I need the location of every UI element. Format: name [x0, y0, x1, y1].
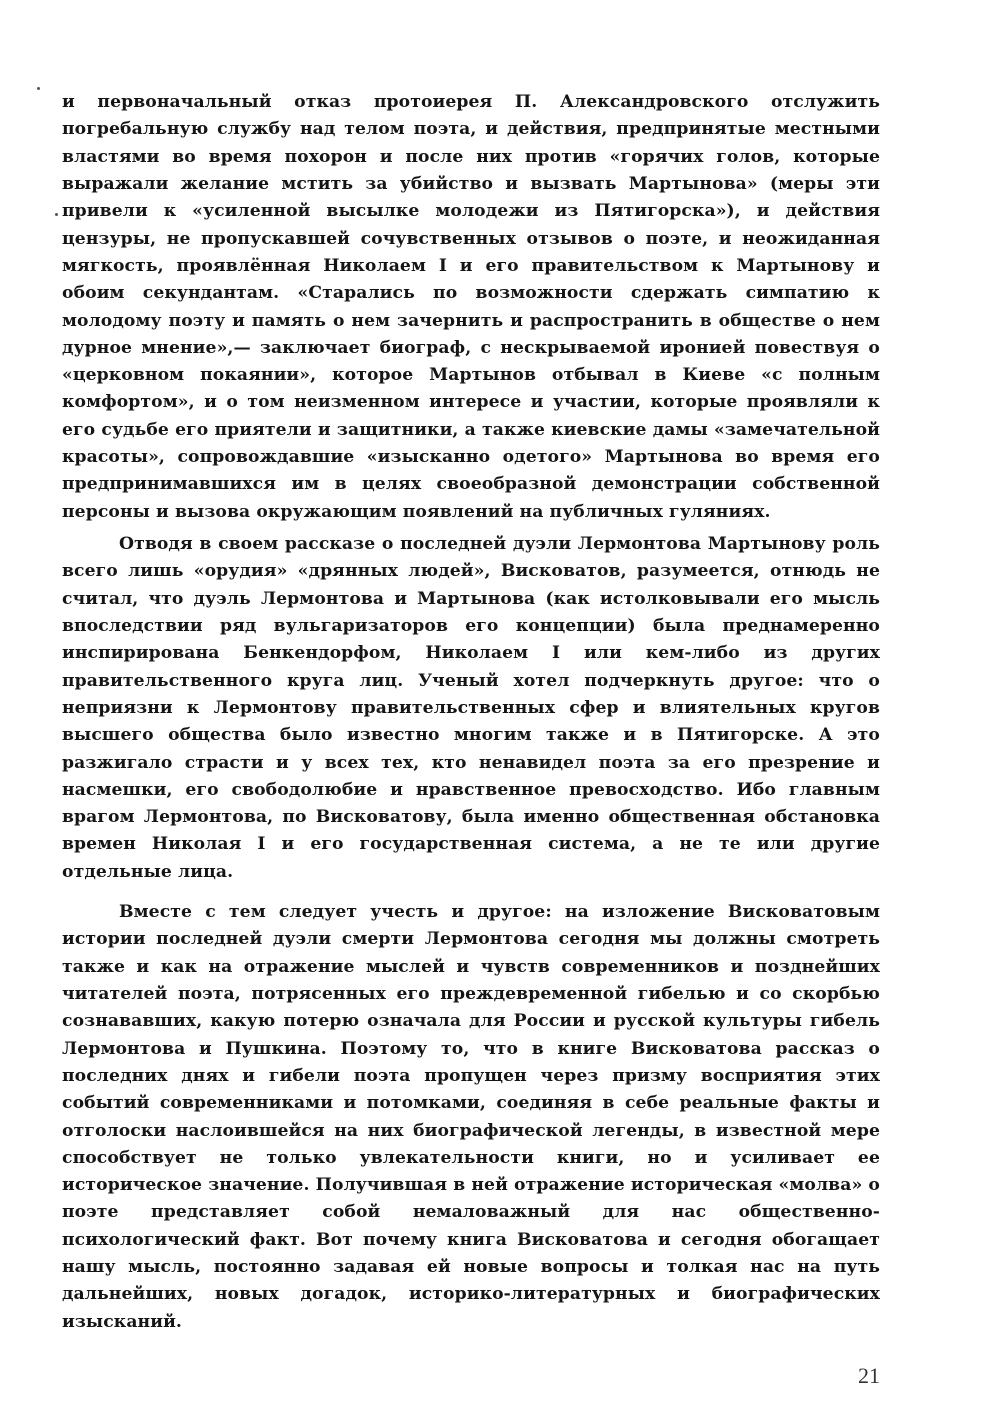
scan-speck	[37, 87, 40, 90]
page-number: 21	[858, 1363, 880, 1388]
paragraph-historical-legend: Вместе с тем следует учесть и другое: на изложение Висковатовым истории последней дуэли смерти Лермонтова сегодня мы должны смотреть также и как на отражение мыслей и чувств современников и позднейших читателей поэта, потрясенных его преждевременной гибелью и со скорбью сознававших, какую потерю означала для России и русской культуры гибель Лермонтова и Пушкина. Поэтому то, что в книге Висковатова рассказ о последних днях и гибели поэта пропущен через призму восприятия этих событий современниками и потомками, соединяя в себе реальные факты и отголоски наслоившейся на них биографической легенды, в известной мере способствует не только увлекательности книги, но и усиливает ее историческое значение. Получившая в ней отражение историческая «молва» о поэте представляет собой немаловажный для нас общественно-психологический факт. Вот почему книга Висковатова и сегодня обогащает нашу мысль, постоянно задавая ей новые вопросы и толкая нас на путь дальнейших, новых догадок, историко-литературных и биографических изысканий.	[62, 902, 880, 1332]
scan-speck	[55, 213, 58, 216]
paragraph-continuation: и первоначальный отказ протоиерея П. Александровского отслужить погребальную службу над телом поэта, и действия, предпринятые местными властями во время похорон и после них против «горячих голов, которые выражали желание мстить за убийство и вызвать Мартынова» (меры эти привели к «усиленной высылке молодежи из Пятигорска»), и действия цензуры, не пропускавшей сочувственных отзывов о поэте, и неожиданная мягкость, проявлённая Николаем I и его правительством к Мартынову и обоим секундантам. «Старались по возможности сдержать симпатию к молодому поэту и память о нем зачернить и распространить в обществе о нем дурное мнение»,— заключает биограф, с нескрываемой иронией повествуя о «церковном покаянии», которое Мартынов отбывал в Киеве «с полным комфортом», и о том неизменном интересе и участии, которые проявляли к его судьбе его приятели и защитники, а также киевские дамы «замечательной красоты», сопровождавшие «изысканно одетого» Мартынова во время его предпринимавшихся им в целях своеобразной демонстрации собственной персоны и вызова окружающим появлений на публичных гуляниях.	[62, 92, 880, 522]
paragraph-duel-role: Отводя в своем рассказе о последней дуэли Лермонтова Мартынову роль всего лишь «орудия» «дрянных людей», Висковатов, разумеется, отнюдь не считал, что дуэль Лермонтова и Мартынова (как истолковывали его мысль впоследствии ряд вульгаризаторов его концепции) была преднамеренно инспирирована Бенкендорфом, Николаем I или кем-либо из других правительственного круга лиц. Ученый хотел подчеркнуть другое: что о неприязни к Лермонтову правительственных сфер и влиятельных кругов высшего общества было известно многим также и в Пятигорске. А это разжигало страсти и у всех тех, кто ненавидел поэта за его презрение и насмешки, его свободолюбие и нравственное превосходство. Ибо главным врагом Лермонтова, по Висковатову, была именно общественная обстановка времен Николая I и его государственная система, а не те или другие отдельные лица.	[62, 534, 880, 882]
